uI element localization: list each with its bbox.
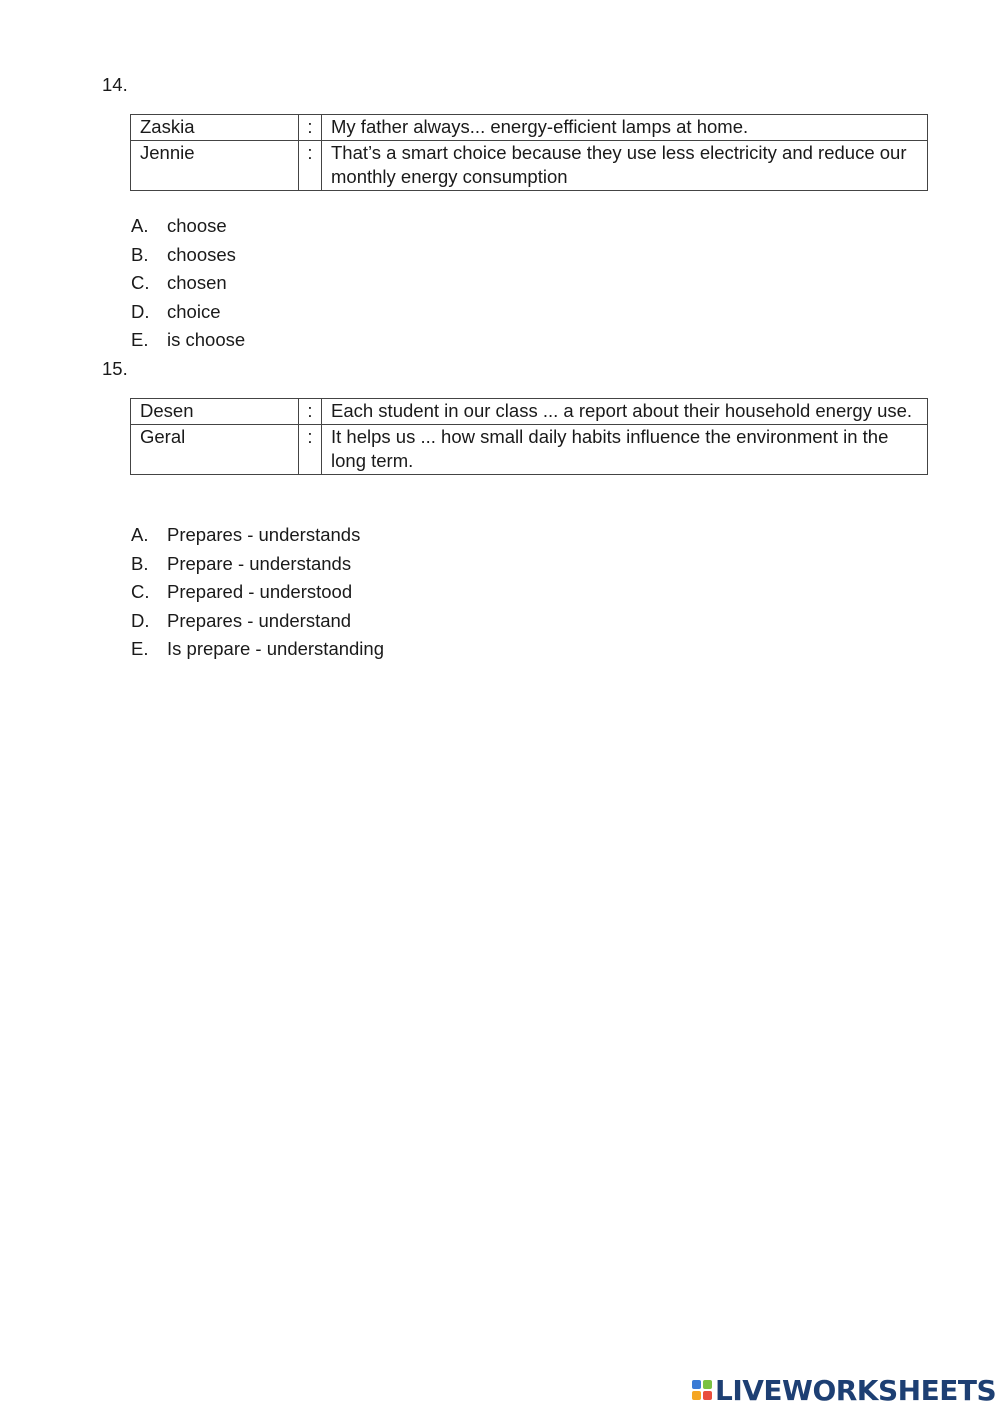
logo-square: [692, 1380, 701, 1389]
dialog-line: Each student in our class ... a report about their household energy use.: [322, 399, 928, 425]
dialog-line: It helps us ... how small daily habits influence the environment in the long term.: [322, 424, 928, 474]
option-letter: A.: [131, 524, 149, 545]
colon-separator: :: [299, 140, 322, 190]
option-text: chooses: [167, 243, 236, 265]
dialog-line: My father always... energy-efficient lamps at home.: [322, 115, 928, 141]
logo-text: LIVEWORKSHEETS: [715, 1373, 997, 1407]
dialog-row: [131, 424, 928, 474]
answer-option[interactable]: [131, 580, 384, 609]
speaker-name: Geral: [131, 424, 299, 474]
option-letter: C.: [131, 272, 150, 293]
option-letter: E.: [131, 329, 149, 350]
dialog-row: [131, 399, 928, 425]
colon-separator: :: [299, 399, 322, 425]
answer-option[interactable]: [131, 552, 384, 581]
option-text: choice: [167, 300, 221, 322]
option-letter: A.: [131, 215, 149, 236]
logo-grid-icon: [692, 1380, 712, 1400]
answer-options: [131, 523, 384, 666]
answer-option[interactable]: [131, 214, 245, 243]
speaker-name: Zaskia: [131, 115, 299, 141]
colon-separator: :: [299, 424, 322, 474]
logo-square: [692, 1391, 701, 1400]
dialog-table: [130, 114, 928, 191]
option-text: Prepared - understood: [167, 581, 353, 602]
speaker-name: Jennie: [131, 140, 299, 190]
option-text: Prepares - understands: [167, 524, 361, 545]
logo-square: [703, 1391, 712, 1400]
option-letter: C.: [131, 581, 150, 602]
option-letter: B.: [131, 243, 149, 265]
dialog-line: That’s a smart choice because they use less electricity and reduce our monthly energy consumption: [322, 140, 928, 190]
option-text: is choose: [167, 329, 246, 350]
option-text: chosen: [167, 272, 227, 293]
question-number: 15.: [102, 358, 128, 379]
answer-options: [131, 214, 245, 357]
option-text: Prepares - understand: [167, 609, 352, 631]
option-text: Prepare - understands: [167, 552, 352, 574]
option-text: choose: [167, 215, 227, 236]
answer-option[interactable]: [131, 523, 384, 552]
dialog-table: [130, 398, 928, 475]
option-letter: D.: [131, 609, 150, 631]
colon-separator: :: [299, 115, 322, 141]
option-letter: B.: [131, 552, 149, 574]
option-letter: D.: [131, 300, 150, 322]
logo-square: [703, 1380, 712, 1389]
answer-option[interactable]: [131, 243, 245, 272]
answer-option[interactable]: [131, 328, 245, 357]
dialog-row: [131, 140, 928, 190]
answer-option[interactable]: [131, 271, 245, 300]
answer-option[interactable]: [131, 609, 384, 638]
question-number: 14.: [102, 74, 128, 95]
option-text: Is prepare - understanding: [167, 638, 384, 659]
dialog-row: [131, 115, 928, 141]
answer-option[interactable]: [131, 300, 245, 329]
speaker-name: Desen: [131, 399, 299, 425]
liveworksheets-logo: [692, 1374, 996, 1406]
answer-option[interactable]: [131, 637, 384, 666]
option-letter: E.: [131, 638, 149, 659]
